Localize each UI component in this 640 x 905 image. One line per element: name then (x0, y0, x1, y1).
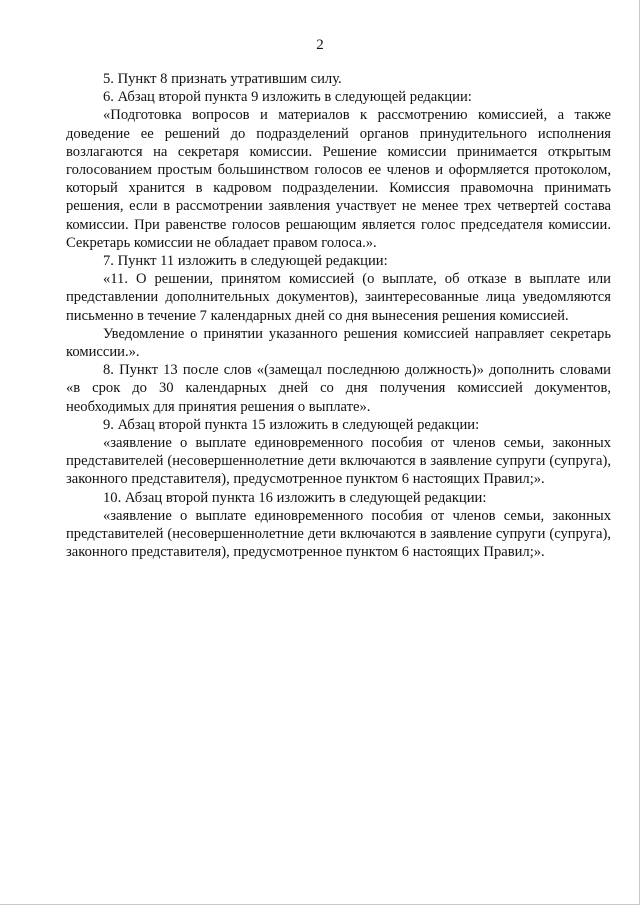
paragraph-item-7-text-continued: Уведомление о принятии указанного решения комиссией направляет секретарь комиссии.». (66, 325, 611, 361)
paragraph-item-8: 8. Пункт 13 после слов «(замещал последнюю должность)» дополнить словами «в срок до 30 календарных дней со дня получения комиссией документов, необходимых для принятия решения о выплате». (66, 362, 611, 415)
paragraph-item-7-text: «11. О решении, принятом комиссией (о выплате, об отказе в выплате или представлении дополнительных документов), заинтересованные лица уведомляются письменно в течение 7 календарных дней со дня вынесения решения комиссией. (66, 271, 611, 324)
paragraph-item-6: 6. Абзац второй пункта 9 изложить в следующей редакции: (103, 89, 472, 106)
paragraph-item-6-text: «Подготовка вопросов и материалов к рассмотрению комиссией, а также доведение ее решений до подразделений органов принудительного исполнения возлагаются на секретаря комиссии. Решение комиссии принимается открытым голосованием простым большинством голосов ее членов и оформляется протоколом, который хранится в кадровом подразделении. Комиссия правомочна принимать решения, если в рассмотрении заявления участвует не менее трех четвертей состава комиссии. При равенстве голосов решающим является голос председателя комиссии. Секретарь комиссии не обладает правом голоса.». (66, 107, 611, 251)
paragraph-item-10: 10. Абзац второй пункта 16 изложить в следующей редакции: (103, 489, 487, 506)
paragraph-item-9-text: «заявление о выплате единовременного пособия от членов семьи, законных представителей (несовершеннолетние дети включаются в заявление супруги (супруга), законного представителя), предусмотренное пунктом 6 настоящих Правил;». (66, 435, 611, 488)
paragraph-item-10-text: «заявление о выплате единовременного пособия от членов семьи, законных представителей (несовершеннолетние дети включаются в заявление супруги (супруга), законного представителя), предусмотренное пунктом 6 настоящих Правил;». (66, 507, 611, 561)
paragraph-item-9: 9. Абзац второй пункта 15 изложить в следующей редакции: (103, 416, 480, 433)
paragraph-item-7: 7. Пункт 11 изложить в следующей редакции: (103, 253, 388, 270)
page-number: 2 (316, 37, 324, 53)
paragraph-item-5: 5. Пункт 8 признать утратившим силу. (103, 71, 342, 87)
document-body (66, 70, 611, 561)
